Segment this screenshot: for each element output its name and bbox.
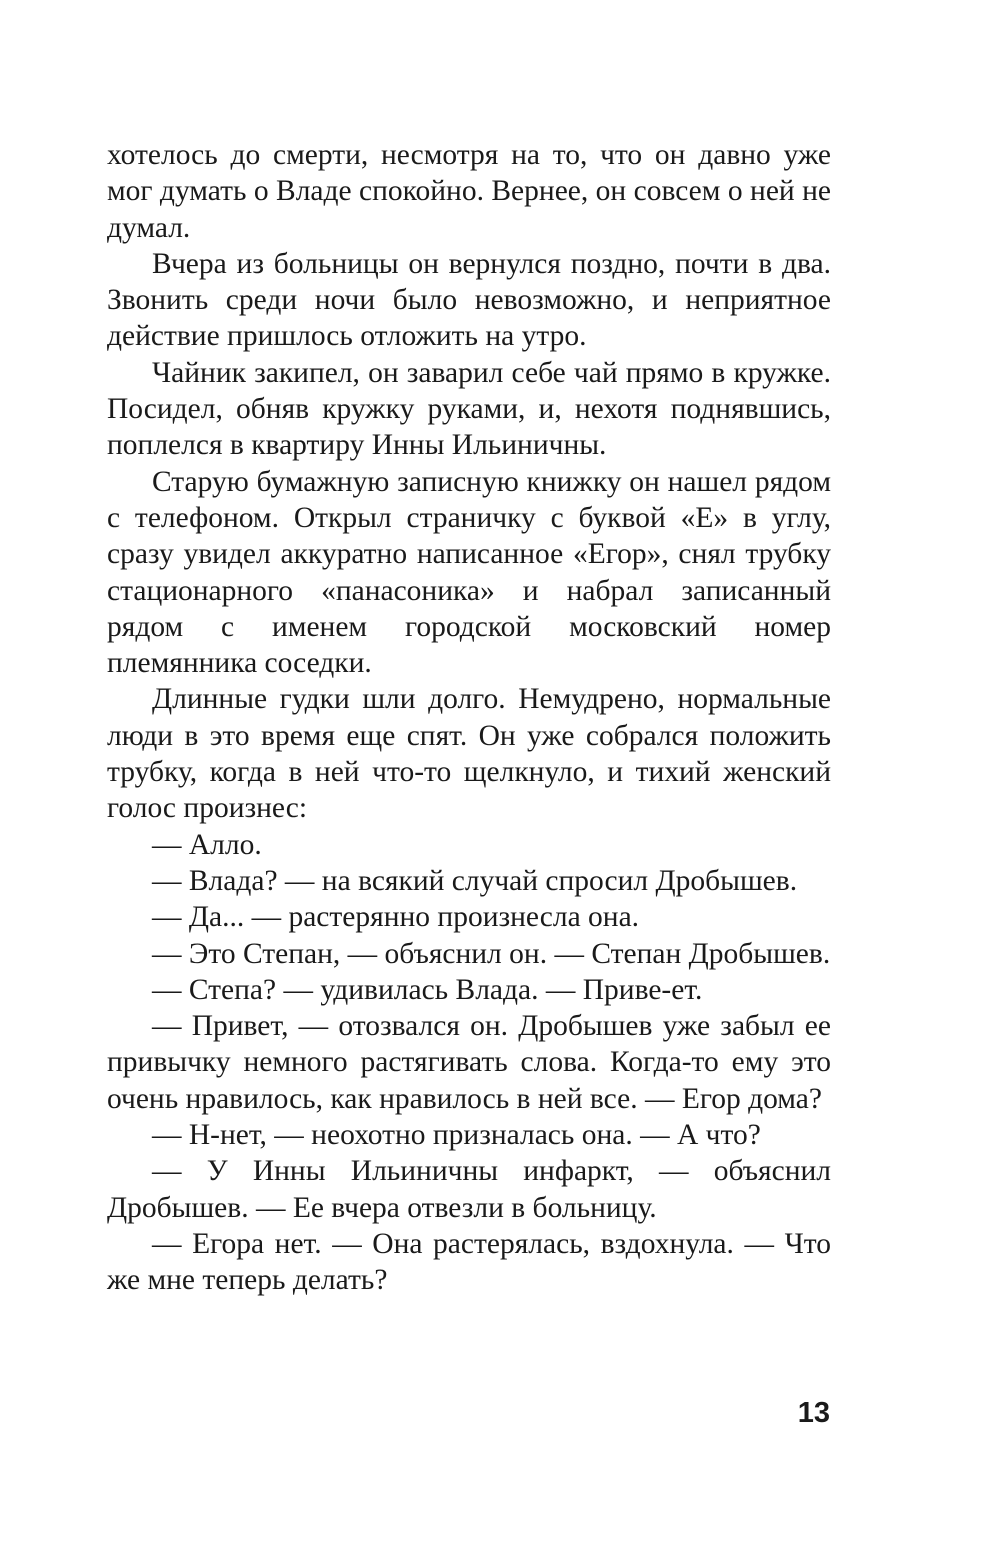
dialogue-line: — Привет, — отозвался он. Дробышев уже забыл ее привычку немного растягивать слова. Когда-то ему это очень нравилось, как нравилось в ней все. — Егор дома? — [107, 1010, 831, 1115]
dialogue-line: — Н-нет, — неохотно призналась она. — А что? — [152, 1119, 761, 1152]
page-number: 13 — [797, 1397, 830, 1429]
dialogue-line: — Степа? — удивилась Влада. — Приве-ет. — [152, 973, 703, 1006]
paragraph: Старую бумажную записную книжку он нашел рядом с телефоном. Открыл страничку с буквой «Е» в углу, сразу увидел аккуратно написанное «Егор», снял трубку стационарного «панасоника» и набрал записанный рядом с именем городской московский номер племянника соседки. — [107, 465, 831, 680]
paragraph: Длинные гудки шли долго. Немудрено, нормальные люди в это время еще спят. Он уже собрался положить трубку, когда в ней что-то щелкнуло, и тихий женский голос произнес: — [107, 683, 831, 825]
dialogue-line: — Да... — растерянно произнесла она. — [152, 901, 640, 934]
paragraph: Чайник закипел, он заварил себе чай прямо в кружке. Посидел, обняв кружку руками, и, нехотя поднявшись, поплелся в квартиру Инны Ильиничны. — [107, 356, 831, 462]
paragraph: Вчера из больницы он вернулся поздно, почти в два. Звонить среди ночи было невозможно, и неприятное действие пришлось отложить на утро. — [107, 247, 831, 353]
body-text — [107, 137, 831, 1299]
dialogue-line: — Влада? — на всякий случай спросил Дробышев. — [152, 864, 798, 897]
paragraph: хотелось до смерти, несмотря на то, что он давно уже мог думать о Владе спокойно. Вернее, он совсем о ней не думал. — [107, 139, 831, 244]
dialogue-line: — Алло. — [152, 828, 262, 861]
dialogue-line: — У Инны Ильиничны инфаркт, — объяснил Дробышев. — Ее вчера отвезли в больницу. — [107, 1155, 831, 1224]
dialogue-line: — Егора нет. — Она растерялась, вздохнула. — Что же мне теперь делать? — [107, 1227, 831, 1297]
dialogue-line: — Это Степан, — объяснил он. — Степан Дробышев. — [152, 937, 831, 970]
